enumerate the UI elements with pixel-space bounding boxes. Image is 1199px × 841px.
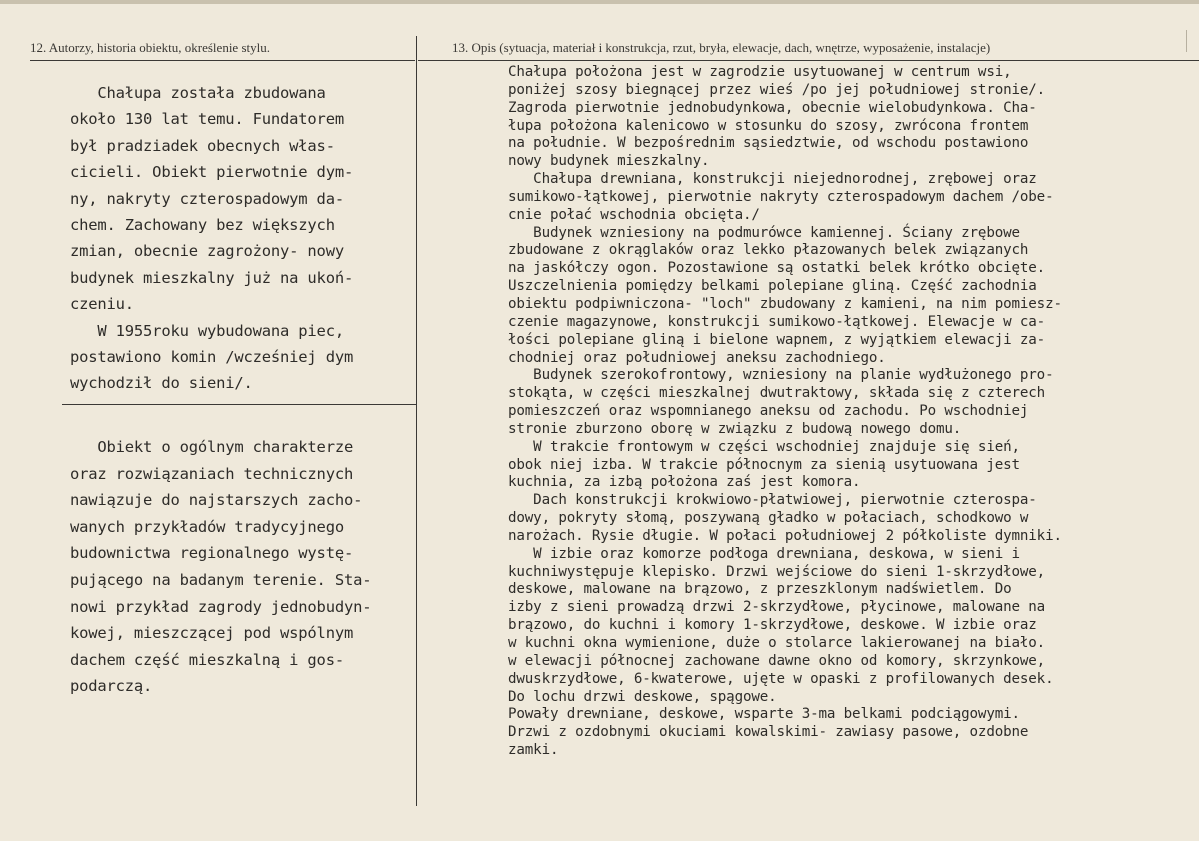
text-line: Chałupa położona jest w zagrodzie usytuowanej w centrum wsi, <box>508 64 1012 80</box>
text-line: budownictwa regionalnego wystę- <box>70 544 354 563</box>
text-line: Dach konstrukcji krokwiowo-płatwiowej, pierwotnie czterospa- <box>508 492 1037 509</box>
text-line: kowej, mieszczącej pod wspólnym <box>70 624 354 643</box>
text-line: Powały drewniane, deskowe, wsparte 3-ma belkami podciągowymi. <box>508 706 1020 723</box>
text-line: w elewacji północnej zachowane dawne okno od komory, skrzynkowe, <box>508 652 1046 669</box>
text-line: w kuchni okna wymienione, duże o stolarce lakierowanej na biało. <box>508 635 1046 651</box>
section-12-text <box>70 80 415 397</box>
text-line: wychodził do sieni/. <box>70 374 253 393</box>
text-line: nawiązuje do najstarszych zacho- <box>70 491 363 510</box>
text-line: chem. Zachowany bez większych <box>70 216 335 235</box>
text-line: pującego na badanym terenie. Sta- <box>70 570 372 589</box>
text-line: czenie magazynowe, konstrukcji sumikowo-łątkowej. Elewacje w ca- <box>508 313 1046 330</box>
text-line: poniżej szosy biegnącej przez wieś /po jej południowej stronie/. <box>508 81 1046 98</box>
text-line: Budynek szerokofrontowy, wzniesiony na planie wydłużonego pro- <box>508 367 1054 384</box>
text-line: W 1955roku wybudowana piec, <box>70 321 344 340</box>
text-line: budynek mieszkalny już na ukoń- <box>70 268 354 287</box>
text-line: nowy budynek mieszkalny. <box>508 153 710 170</box>
text-line: cnie połać wschodnia obcięta./ <box>508 206 760 223</box>
text-line: zmian, obecnie zagrożony- nowy <box>70 242 344 261</box>
text-line: nowi przykład zagrody jednobudyn- <box>70 597 372 616</box>
text-line: obok niej izba. W trakcie północnym za sienią usytuowana jest <box>508 456 1020 473</box>
text-line: był pradziadek obecnych włas- <box>70 136 335 155</box>
text-line: stokąta, w części mieszkalnej dwutraktowy, składa się z czterech <box>508 385 1046 402</box>
text-line: W trakcie frontowym w części wschodniej znajduje się sień, <box>508 438 1020 455</box>
text-line: Uszczelnienia pomiędzy belkami polepiane gliną. Część zachodnia <box>508 278 1037 295</box>
text-line: łości polepiane gliną i bielone wapnem, z wyjątkiem elewacji za- <box>508 331 1046 348</box>
text-line: dwuskrzydłowe, 6-kwaterowe, ujęte w opaski z profilowanych desek. <box>508 670 1054 687</box>
text-line: pomieszczeń oraz wspomnianego aneksu od zachodu. Po wschodniej <box>508 403 1029 420</box>
text-line: oraz rozwiązaniach technicznych <box>70 464 354 483</box>
text-line: cicieli. Obiekt pierwotnie dym- <box>70 163 354 182</box>
text-line: kuchnia, za izbą położona zaś jest komora. <box>508 474 861 491</box>
style-description-text <box>70 434 415 700</box>
text-line: Do lochu drzwi deskowe, spągowe. <box>508 688 777 705</box>
text-line: chodniej oraz południowej aneksu zachodniego. <box>508 349 886 366</box>
text-line: W izbie oraz komorze podłoga drewniana, deskowa, w sieni i <box>508 545 1020 562</box>
text-line: Chałupa została zbudowana <box>70 84 326 102</box>
text-line: brązowo, do kuchni i komory 1-skrzydłowe, deskowe. W izbie oraz <box>508 617 1037 634</box>
text-line: dowy, pokryty słomą, poszywaną gładko w połaciach, schodkowo w <box>508 510 1029 527</box>
section-13-text <box>508 64 1188 760</box>
text-line: Obiekt o ogólnym charakterze <box>70 438 354 456</box>
sheet-top-edge <box>0 0 1199 4</box>
left-panel-divider <box>62 404 416 405</box>
column-divider <box>416 36 417 806</box>
text-line: dachem część mieszkalną i gos- <box>70 650 344 669</box>
text-line: narożach. Rysie długie. W połaci południowej 2 półkoliste dymniki. <box>508 527 1062 544</box>
text-line: stronie zburzono oborę w związku z budową nowego domu. <box>508 420 962 437</box>
text-line: kuchniwystępuje klepisko. Drzwi wejściowe do sieni 1-skrzydłowe, <box>508 563 1046 580</box>
text-line: wanych przykładów tradycyjnego <box>70 517 344 536</box>
text-line: sumikowo-łątkowej, pierwotnie nakryty czterospadowym dachem /obe- <box>508 188 1054 205</box>
text-line: Budynek wzniesiony na podmurówce kamiennej. Ściany zrębowe <box>508 224 1020 241</box>
text-line: obiektu podpiwniczona- "loch" zbudowany z kamieni, na nim pomiesz- <box>508 295 1062 312</box>
text-line: izby z sieni prowadzą drzwi 2-skrzydłowe, płycinowe, malowane na <box>508 599 1046 616</box>
header-rule-left <box>30 60 415 61</box>
text-line: Zagroda pierwotnie jednobudynkowa, obecnie wielobudynkowa. Cha- <box>508 99 1037 116</box>
text-line: zbudowane z okrąglaków oraz lekko płazowanych belek związanych <box>508 242 1029 259</box>
text-line: na jaskółczy ogon. Pozostawione są ostatki belek krótko obcięte. <box>508 260 1046 277</box>
text-line: Chałupa drewniana, konstrukcji niejednorodnej, zrębowej oraz <box>508 171 1037 188</box>
text-line: postawiono komin /wcześniej dym <box>70 348 354 367</box>
text-line: na południe. W bezpośrednim sąsiedztwie, od wschodu postawiono <box>508 135 1029 152</box>
text-line: podarczą. <box>70 677 153 696</box>
text-line: Drzwi z ozdobnymi okuciami kowalskimi- zawiasy pasowe, ozdobne <box>508 724 1029 741</box>
text-line: ny, nakryty czterospadowym da- <box>70 189 344 208</box>
section-13-heading: 13. Opis (sytuacja, materiał i konstrukcja, rzut, bryła, elewacje, dach, wnętrze, wyposażenie, instalacje) <box>452 40 991 55</box>
text-line: łupa położona kalenicowo w stosunku do szosy, zwrócona frontem <box>508 117 1029 134</box>
text-line: około 130 lat temu. Fundatorem <box>70 110 344 129</box>
margin-mark <box>1186 30 1195 52</box>
text-line: czeniu. <box>70 295 134 314</box>
text-line: zamki. <box>508 742 559 759</box>
header-rule-right <box>418 60 1199 61</box>
section-12-heading: 12. Autorzy, historia obiektu, określenie stylu. <box>30 40 270 55</box>
text-line: deskowe, malowane na brązowo, z przeszklonym nadświetlem. Do <box>508 581 1012 598</box>
